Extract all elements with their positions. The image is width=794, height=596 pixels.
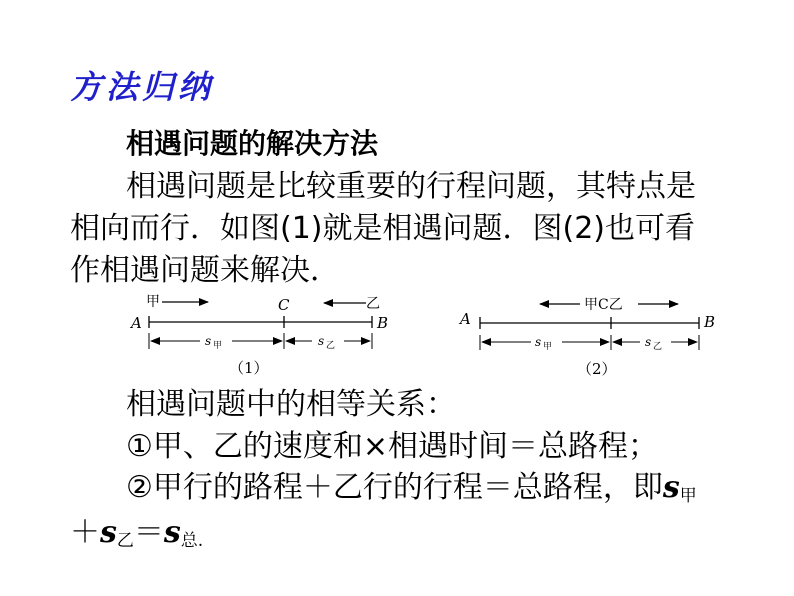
seg-s-jia-s: s — [205, 334, 212, 348]
paragraph-line-2: 相向而行．如图(1)就是相遇问题．图(2)也可看 — [70, 211, 695, 246]
seg2-s-yi-s: s — [645, 335, 652, 349]
figure-1-caption: （1） — [229, 359, 269, 377]
figure-2-caption: （2） — [577, 360, 617, 378]
paragraph-line-1: 相遇问题是比较重要的行程问题，其特点是 — [126, 169, 696, 204]
walker-jia-label: 甲 — [146, 294, 160, 310]
seg-s-yi-s: s — [318, 334, 325, 348]
seg2-s-jia-sub: 甲 — [543, 342, 553, 352]
figure-1 — [129, 294, 388, 377]
formula-equals: ＝ — [133, 515, 164, 550]
formula-line — [70, 511, 203, 563]
formula-s-zong: $s_{总.}$ — [163, 515, 204, 551]
relation-item-2-text: ②甲行的路程＋乙行的行程＝总路程，即 — [126, 470, 663, 505]
formula-s-jia: $s_甲$ — [662, 470, 697, 506]
section-title: 方法归纳 — [70, 68, 215, 106]
seg-s-jia-sub: 甲 — [213, 341, 223, 351]
figure-2 — [458, 297, 715, 378]
point-b-label-2: B — [704, 313, 716, 331]
relation-item-1: ①甲、乙的速度和×相遇时间＝总路程； — [126, 429, 659, 464]
seg-s-yi-sub: 乙 — [326, 341, 336, 351]
point-c-label: C — [278, 296, 290, 314]
point-a-label-2: A — [460, 310, 471, 328]
relation-item-2 — [126, 466, 697, 518]
paragraph-line-3: 作相遇问题来解决． — [70, 253, 340, 288]
point-a-label: A — [131, 314, 142, 332]
walker-yi-label: 乙 — [366, 296, 380, 312]
relation-intro: 相遇问题中的相等关系： — [126, 387, 456, 422]
seg2-s-jia-s: s — [535, 335, 542, 349]
point-b-label: B — [377, 314, 389, 332]
top-label: 甲C乙 — [584, 297, 623, 313]
formula-s-yi: $s_乙$ — [100, 515, 134, 551]
formula-plus: ＋ — [70, 515, 100, 550]
method-heading: 相遇问题的解决方法 — [126, 127, 379, 160]
seg2-s-yi-sub: 乙 — [653, 342, 663, 352]
